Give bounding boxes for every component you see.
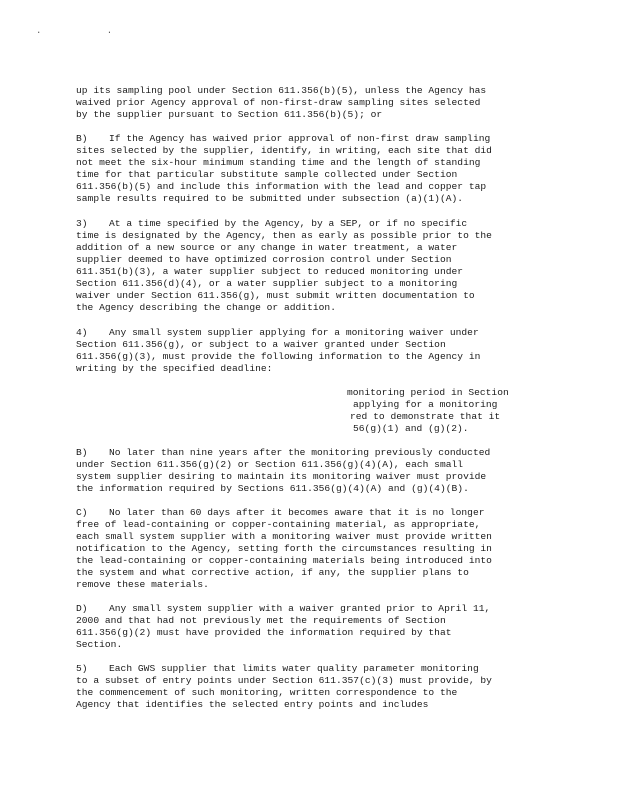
paragraph-label: B): [76, 447, 88, 458]
text-line-content: Any small system supplier with a waiver granted prior to April 11,: [109, 603, 491, 614]
text-line-content: If the Agency has waived prior approval of non-first draw sampling: [109, 133, 491, 144]
text-line: waived prior Agency approval of non-first-draw sampling sites selected: [76, 97, 481, 108]
text-line: time for that particular substitute sample collected under Section: [76, 169, 458, 180]
text-line: 611.356(b)(5) and include this information with the lead and copper tap: [76, 181, 487, 192]
text-line: [76, 447, 490, 459]
text-line: 611.356(g)(2) must have provided the information required by that: [76, 627, 452, 638]
text-line: waiver under Section 611.356(g), must submit written documentation to: [76, 290, 475, 301]
text-line: monitoring period in Section: [347, 387, 509, 398]
text-line: sites selected by the supplier, identify, in writing, each site that did: [76, 145, 492, 156]
text-line: [76, 603, 490, 615]
text-line: 56(g)(1) and (g)(2).: [353, 423, 469, 434]
text-line: [76, 327, 479, 339]
text-line: addition of a new source or any change in water treatment, a water: [76, 242, 458, 253]
text-line: 2000 and that had not previously met the requirements of Section: [76, 615, 446, 626]
text-line: [76, 507, 485, 519]
text-line: by the supplier pursuant to Section 611.356(b)(5); or: [76, 109, 383, 120]
text-line: [76, 218, 467, 230]
text-line-content: At a time specified by the Agency, by a SEP, or if no specific: [109, 218, 468, 229]
paragraph-label: B): [76, 133, 88, 144]
paragraph-label: D): [76, 603, 88, 614]
text-line: time is designated by the Agency, then as early as possible prior to the: [76, 230, 492, 241]
text-line: writing by the specified deadline:: [76, 363, 273, 374]
paragraph-label: C): [76, 507, 88, 518]
scan-specks: · ·: [36, 28, 143, 38]
text-line: sample results required to be submitted under subsection (a)(1)(A).: [76, 193, 464, 204]
text-line: not meet the six-hour minimum standing time and the length of standing: [76, 157, 481, 168]
text-line: free of lead-containing or copper-containing material, as appropriate,: [76, 519, 481, 530]
text-line: to a subset of entry points under Section 611.357(c)(3) must provide, by: [76, 675, 492, 686]
paragraph-label: 5): [76, 663, 88, 674]
text-line: red to demonstrate that it: [350, 411, 501, 422]
text-line: remove these materials.: [76, 579, 209, 590]
text-line-content: Any small system supplier applying for a monitoring waiver under: [109, 327, 479, 338]
text-line: up its sampling pool under Section 611.356(b)(5), unless the Agency has: [76, 85, 487, 96]
text-line: each small system supplier with a monitoring waiver must provide written: [76, 531, 492, 542]
text-line: 611.356(g)(3), must provide the following information to the Agency in: [76, 351, 481, 362]
text-line: Section 611.356(d)(4), or a water supplier subject to a monitoring: [76, 278, 458, 289]
text-line-content: No later than nine years after the monitoring previously conducted: [109, 447, 491, 458]
text-line: [76, 133, 490, 145]
text-line-content: No later than 60 days after it becomes aware that it is no longer: [109, 507, 485, 518]
text-line: applying for a monitoring: [353, 399, 498, 410]
text-line: the lead-containing or copper-containing materials being introduced into: [76, 555, 492, 566]
text-line: [76, 663, 479, 675]
paragraph-label: 3): [76, 218, 88, 229]
text-line: Section 611.356(g), or subject to a waiver granted under Section: [76, 339, 446, 350]
text-line: system supplier desiring to maintain its monitoring waiver must provide: [76, 471, 487, 482]
text-line: supplier deemed to have optimized corrosion control under Section: [76, 254, 452, 265]
text-line: Agency that identifies the selected entry points and includes: [76, 699, 429, 710]
text-line: the Agency describing the change or addition.: [76, 302, 336, 313]
text-line: the system and what corrective action, if any, the supplier plans to: [76, 567, 469, 578]
text-line-content: Each GWS supplier that limits water quality parameter monitoring: [109, 663, 479, 674]
text-line: notification to the Agency, setting forth the circumstances resulting in: [76, 543, 492, 554]
text-line: under Section 611.356(g)(2) or Section 611.356(g)(4)(A), each small: [76, 459, 464, 470]
paragraph-label: 4): [76, 327, 88, 338]
text-line: the information required by Sections 611.356(g)(4)(A) and (g)(4)(B).: [76, 483, 469, 494]
text-line: 611.351(b)(3), a water supplier subject to reduced monitoring under: [76, 266, 464, 277]
text-line: Section.: [76, 639, 123, 650]
text-line: the commencement of such monitoring, written correspondence to the: [76, 687, 458, 698]
